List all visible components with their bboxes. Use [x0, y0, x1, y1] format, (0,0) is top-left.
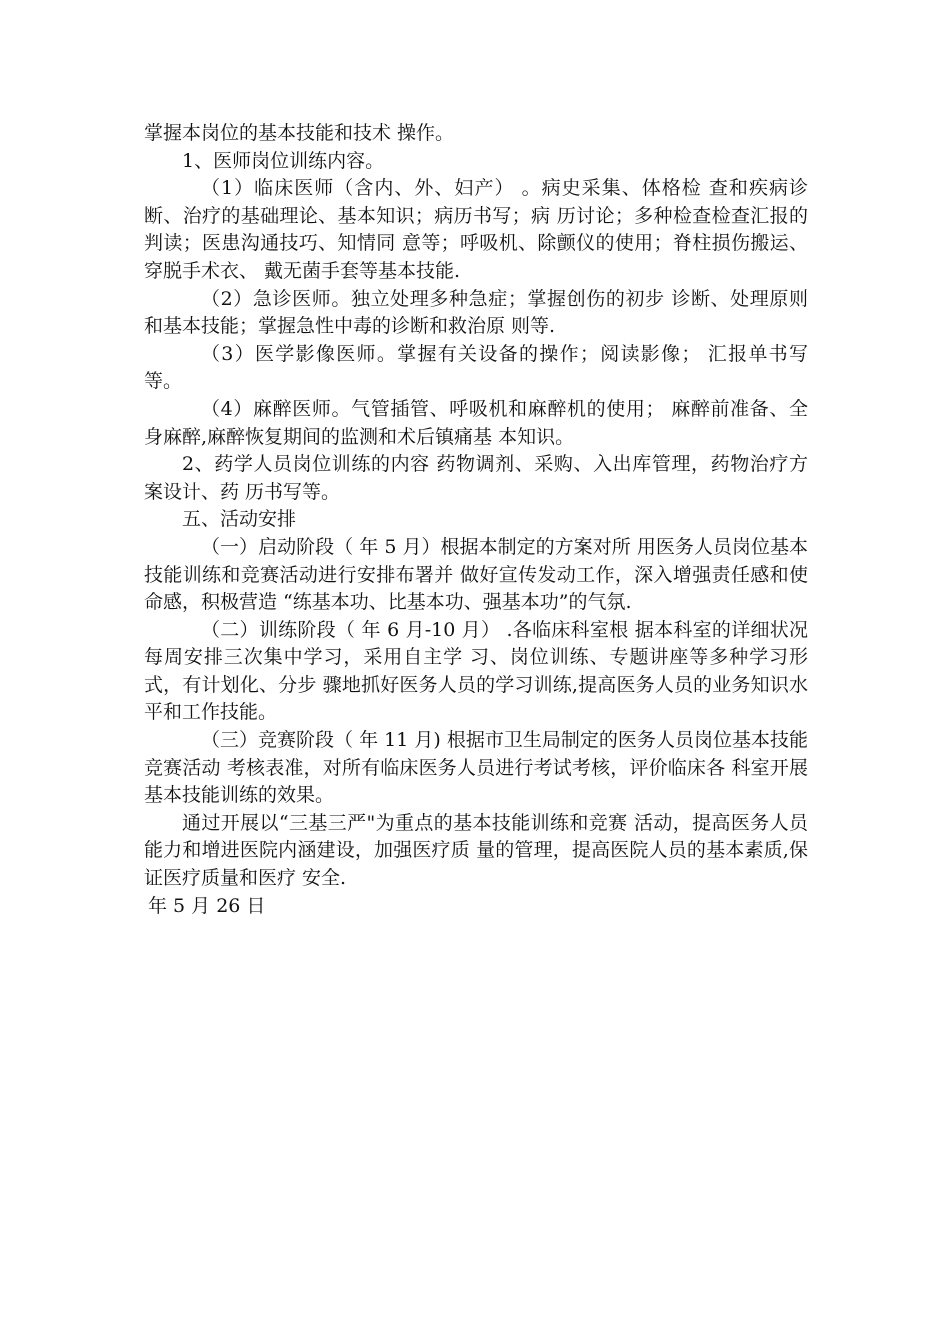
paragraph-intro: 掌握本岗位的基本技能和技术 操作。: [144, 122, 455, 144]
paragraph-competition-phase: （三）竞赛阶段（ 年 11 月) 根据市卫生局制定的医务人员岗位基本技能竞赛活动 考核表准，对所有临床医务人员进行考试考核，评价临床各 科室开展基本技能训练的效果。: [144, 729, 808, 807]
paragraph-imaging-physician: （3）医学影像医师。掌握有关设备的操作；阅读影像； 汇报单书写等。: [144, 342, 808, 393]
paragraph-conclusion: 通过开展以“三基三严"为重点的基本技能训练和竞赛 活动，提高医务人员能力和增进医院内涵建设，加强医疗质 量的管理，提高医院人员的基本素质,保证医疗质量和医疗 安全.: [144, 811, 808, 890]
paragraph-launch-phase: （一）启动阶段（ 年 5 月）根据本制定的方案对所 用医务人员岗位基本技能训练和竞赛活动进行安排布署并 做好宣传发动工作，深入增强责任感和使命感，积极营造 “练基本功、比基本功、强基本功”的气氛.: [144, 535, 808, 614]
paragraph-pharmacy-training: 2、药学人员岗位训练的内容 药物调剂、采购、入出库管理，药物治疗方案设计、药 历书写等。: [144, 453, 808, 503]
document-date: 年 5 月 26 日: [148, 894, 266, 917]
paragraph-emergency-physician: （2）急诊医师。独立处理多种急症；掌握创伤的初步 诊断、处理原则和基本技能；掌握急性中毒的诊断和救治原 则等.: [144, 287, 808, 338]
section-heading-physician-training: 1、医师岗位训练内容。: [182, 149, 385, 172]
paragraph-training-phase: （二）训练阶段（ 年 6 月-10 月） .各临床科室根 据本科室的详细状况每周安排三次集中学习，采用自主学 习、岗位训练、专题讲座等多种学习形式，有计划化、分步 骤地抓好医务人员的学习训练,提高医务人员的业务知识水 平和工作技能。: [144, 618, 808, 724]
paragraph-anesthesiologist: （4）麻醉医师。气管插管、呼吸机和麻醉机的使用； 麻醉前准备、全身麻醉,麻醉恢复期间的监测和术后镇痛基 本知识。: [144, 397, 808, 448]
paragraph-clinical-physician: （1）临床医师（含内、外、妇产） 。病史采集、体格检 查和疾病诊断、治疗的基础理论、基本知识；病历书写；病 历讨论；多种检查检查汇报的判读；医患沟通技巧、知情同 意等；呼吸机、除颤仪的使用；脊柱损伤搬运、穿脱手术衣、 戴无菌手套等基本技能.: [144, 177, 808, 282]
document-body: [144, 120, 808, 920]
section-heading-activity-arrangement: 五、活动安排: [182, 508, 297, 531]
